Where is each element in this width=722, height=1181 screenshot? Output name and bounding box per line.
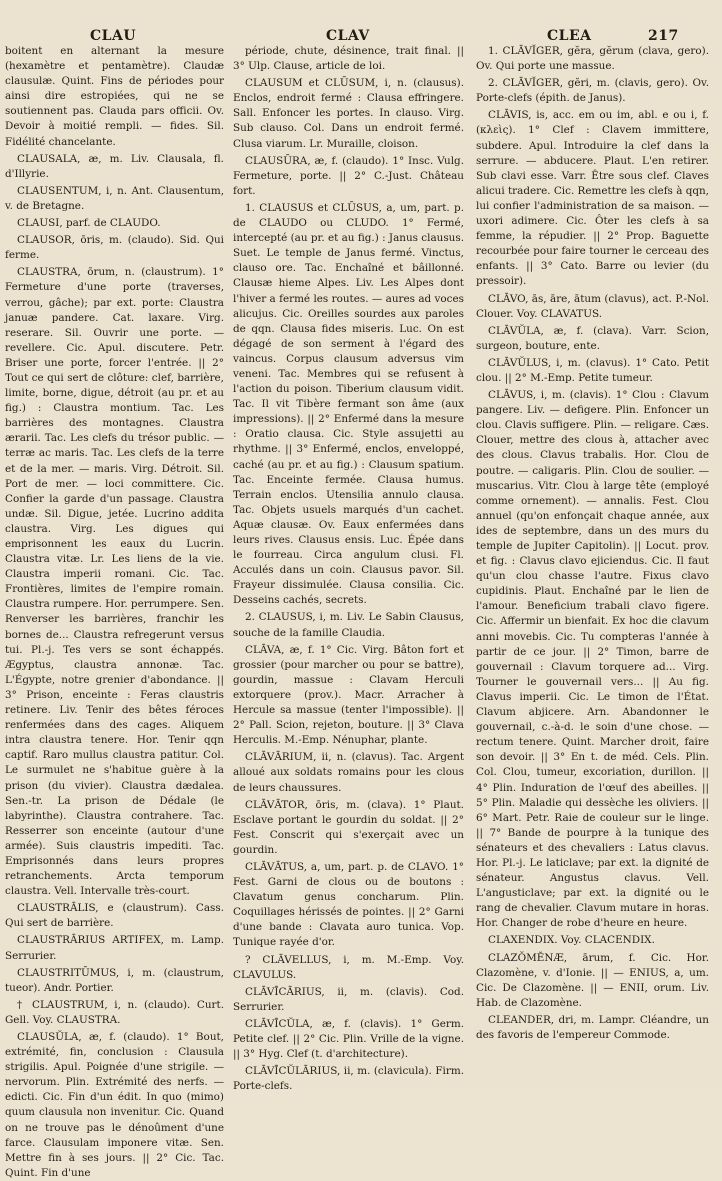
column-right (476, 44, 709, 1080)
dictionary-entry: CLĀVUS, i, m. (clavis). 1° Clou : Clavum pangere. Liv. — defigere. Plin. Enfoncer un clou. Clavis suffigere. Plin. — religare. Cæs. Clouer, mettre des clous à, attacher avec des clous. Clavus trabalis. Hor. Clou de poutre. — caligaris. Plin. Clou de soulier. — muscarius. Vitr. Clou à large tête (employé comme ornement). — annalis. Fest. Clou annuel (qu'on enfonçait chaque année, aux ides de septembre, dans un des murs du temple de Jupiter Capitolin). || Locut. prov. et fig. : Clavus clavo ejiciendus. Cic. Il faut qu'un clou chasse l'autre. Fixus clavo cupidinis. Plaut. Enchaîné par le lien de l'amour. Beneficium trabali clavo figere. Cic. Affermir un bienfait. Ex hoc die clavum anni movebis. Cic. Tu compteras l'année à partir de ce jour. || 2° Timon, barre de gouvernail : Clavum torquere ad... Virg. Tourner le gouvernail vers... || Au fig. Clavus imperii. Cic. Le timon de l'État. Clavum abjicere. Arn. Abandonner le gouvernail, c.-à-d. le soin d'une chose. — rectum tenere. Quint. Marcher droit, faire son devoir. || 3° En t. de méd. Cels. Plin. Col. Clou, tumeur, excoriation, durillon. || 4° Plin. Induration de l'œuf des abeilles. || 5° Plin. Maladie qui dessèche les oliviers. || 6° Mart. Petr. Raie de couleur sur le linge. || 7° Bande de pourpre à la tunique des sénateurs et des chevaliers : Latus clavus. Hor. Pl.-j. Le laticlave; par ext. la dignité de sénateur. Angustus clavus. Vell. L'angusticlave; par ext. la dignité ou le rang de chevalier. Clavum mutare in horas. Hor. Changer de robe d'heure en heure. (476, 389, 709, 930)
dictionary-entry: CLAUSENTUM, i, n. Ant. Clausentum, v. de Bretagne. (5, 184, 224, 212)
dictionary-entry: CLEANDER, dri, m. Lampr. Cléandre, un des favoris de l'empereur Commode. (476, 1013, 709, 1041)
dictionary-entry: CLĀVŬLUS, i, m. (clavus). 1° Cato. Petit clou. || 2° M.-Emp. Petite tumeur. (476, 356, 709, 384)
dictionary-entry: CLAUSTRITŪMUS, i, m. (claustrum, tueor). Andr. Portier. (5, 966, 224, 994)
dictionary-entry: CLĀVA, æ, f. 1° Cic. Virg. Bâton fort et grossier (pour marcher ou pour se battre), gourdin, massue : Clavam Herculi extorquere (prov.). Macr. Arracher à Hercule sa massue (tenter l'impossible). || 2° Pall. Scion, rejeton, bouture. || 3° Clava Herculis. M.-Emp. Nénuphar, plante. (233, 643, 464, 747)
page-number: 217 (648, 28, 679, 44)
dictionary-entry: CLAUSUM et CLŪSUM, i, n. (clausus). Enclos, endroit fermé : Clausa effringere. Sall. Enfoncer les portes. In clauso. Virg. Sub clauso. Col. Dans un endroit fermé. Clusa viarum. Lr. Muraille, cloison. (233, 77, 464, 150)
dictionary-entry: 1. CLAUSUS et CLŪSUS, a, um, part. p. de CLAUDO ou CLUDO. 1° Fermé, intercepté (au pr. et au fig.) : Janus clausus. Suet. Le temple de Janus fermé. Vinctus, clauso ore. Tac. Enchaîné et bâillonné. Clausæ hieme Alpes. Liv. Les Alpes dont l'hiver a fermé les routes. — aures ad voces alicujus. Cic. Oreilles sourdes aux paroles de qqn. Clausa fides miseris. Luc. On est dégagé de son serment à l'égard des vaincus. Corpus clausum adversus vim veneni. Tac. Membres qui se refusent à l'action du poison. Tiberium clausum vidit. Tac. Il vit Tibère fermant son âme (aux impressions). || 2° Enfermé dans la mesure : Oratio clausa. Cic. Style assujetti au rhythme. || 3° Enfermé, enclos, enveloppé, caché (au pr. et au fig.) : Clausum spatium. Tac. Enceinte fermée. Clausa humus. Terrain enclos. Utensilia annulo clausa. Tac. Objets usuels marqués d'un cachet. Aquæ clausæ. Ov. Eaux enfermées dans leurs rives. Clausus ensis. Luc. Épée dans le fourreau. Circa angulum clusi. Fl. Acculés dans un coin. Clausus pavor. Sil. Frayeur dissimulée. Clausa consilia. Cic. Desseins cachés, secrets. (233, 201, 464, 607)
header-right-word: CLEA (547, 28, 592, 44)
header-left-word: CLAU (90, 28, 137, 44)
dictionary-entry: CLAUSTRĀLIS, e (claustrum). Cass. Qui sert de barrière. (5, 902, 224, 930)
dictionary-entry: CLAZŎMĔNÆ, ārum, f. Cic. Hor. Clazomène, v. d'Ionie. || — ENIUS, a, um. Cic. De Clazomène. || — ENII, orum. Liv. Hab. de Clazomène. (476, 951, 709, 1009)
dictionary-entry: CLĀVĪCĀRIUS, ii, m. (clavis). Cod. Serrurier. (233, 985, 464, 1013)
dictionary-entry: CLAUSTRĀRIUS ARTIFEX, m. Lamp. Serrurier. (5, 934, 224, 962)
dictionary-entry: 1. CLĀVĬGER, gĕra, gĕrum (clava, gero). Ov. Qui porte une massue. (476, 45, 709, 73)
dictionary-entry: CLĀVĪCŬLA, æ, f. (clavis). 1° Germ. Petite clef. || 2° Cic. Plin. Vrille de la vigne. || 3° Hyg. Clef (t. d'architecture). (233, 1017, 464, 1061)
running-header (0, 0, 722, 44)
dictionary-entry: CLAUSTRA, ōrum, n. (claustrum). 1° Fermeture d'une porte (traverses, verrou, gâche); par ext. porte: Claustra januæ pandere. Cat. laxare. Virg. reserare. Sil. Ouvrir une porte. — revellere. Cic. Apul. discutere. Petr. Briser une porte, forcer l'entrée. || 2° Tout ce qui sert de clôture: clef, barrière, limite, borne, digue, détroit (au pr. et au fig.) : Claustra montium. Tac. Les barrières des montagnes. Claustra ærarii. Tac. Les clefs du trésor public. — terræ ac maris. Tac. Les clefs de la terre et de la mer. — maris. Virg. Détroit. Sil. Port de mer. — loci committere. Cic. Confier la garde d'un passage. Claustra undæ. Sil. Digue, jetée. Lucrino addita claustra. Virg. Les digues qui emprisonnent les eaux du Lucrin. Claustra vitæ. Lr. Les liens de la vie. Claustra imperii romani. Cic. Tac. Frontières, limites de l'empire romain. Claustra rumpere. Hor. perrumpere. Sen. Renverser les barrières, franchir les bornes de... Claustra refregerunt versus tui. Pl.-j. Tes vers se sont échappés. Ægyptus, claustra annonæ. Tac. L'Égypte, notre grenier d'abondance. || 3° Prison, enceinte : Feras claustris retinere. Liv. Tenir des bêtes féroces renfermées dans des cages. Aliquem intra claustra tenere. Hor. Tenir qqn captif. Raro mullus claustra patitur. Col. Le surmulet ne s'habitue guère à la prison (du vivier). Claustra dædalea. Sen.-tr. La prison de Dédale (le labyrinthe). Claustra contrahere. Tac. Resserrer son enceinte (autour d'une armée). Suis claustris impediti. Tac. Emprisonnés dans leurs propres retranchements. Arcta temporum claustra. Vell. Intervalle très-court. (5, 266, 224, 898)
dictionary-entry: CLĀVĀTOR, ōris, m. (clava). 1° Plaut. Esclave portant le gourdin du soldat. || 2° Fest. Conscrit qui s'exerçait avec un gourdin. (233, 798, 464, 856)
header-center-word: CLAV (326, 28, 370, 44)
dictionary-entry: CLĀVŬLA, æ, f. (clava). Varr. Scion, surgeon, bouture, ente. (476, 324, 709, 352)
dictionary-entry: 2. CLAUSUS, i, m. Liv. Le Sabin Clausus, souche de la famille Claudia. (233, 611, 464, 639)
dictionary-entry: 2. CLĀVĬGER, gĕri, m. (clavis, gero). Ov. Porte-clefs (épith. de Janus). (476, 77, 709, 105)
dictionary-entry: CLĀVĪCŬLĀRIUS, ii, m. (clavicula). Firm. Porte-clefs. (233, 1065, 464, 1093)
dictionary-entry: CLAUSŬLA, æ, f. (claudo). 1° Bout, extrémité, fin, conclusion : Clausula strigilis. Apul. Poignée d'une strigile. — nervorum. Plin. Extrémité des nerfs. — edicti. Cic. Fin d'un édit. In quo (mimo) quum clausula non invenitur. Cic. Quand on ne trouve pas le dénoûment d'une farce. Clausulam imponere vitæ. Sen. Mettre fin à ses jours. || 2° Cic. Tac. Quint. Fin d'une (5, 1031, 224, 1179)
column-middle (233, 44, 464, 1093)
dictionary-entry: boitent en alternant la mesure (hexamètre et pentamètre). Claudæ clausulæ. Quint. Fins de périodes pour ainsi dire estropiées, qui ne se soutiennent pas. Clauda pars officii. Ov. Devoir à moitié rempli. — fides. Sil. Fidélité chancelante. (5, 45, 224, 148)
dictionary-entry: CLAUSŪRA, æ, f. (claudo). 1° Insc. Vulg. Fermeture, porte. || 2° C.-Just. Château fort. (233, 154, 464, 197)
dictionary-entry: période, chute, désinence, trait final. || 3° Ulp. Clause, article de loi. (233, 45, 464, 73)
dictionary-entry: CLAUSALA, æ, m. Liv. Clausala, fl. d'Illyrie. (5, 152, 224, 180)
dictionary-entry: CLAXENDIX. Voy. CLACENDIX. (488, 934, 655, 947)
dictionary-entry: † CLAUSTRUM, i, n. (claudo). Curt. Gell. Voy. CLAUSTRA. (5, 998, 224, 1026)
dictionary-entry: CLĀVIS, is, acc. em ou im, abl. e ou i, f. (κλεὶς). 1° Clef : Clavem immittere, subdere. Apul. Introduire la clef dans la serrure. — abducere. Plaut. L'en retirer. Sub clavi esse. Varr. Être sous clef. Claves alicui tradere. Cic. Remettre les clefs à qqn, lui confier l'administration de sa maison. — uxori adimere. Cic. Ôter les clefs à sa femme, la répudier. || 2° Prop. Baguette recourbée pour faire tourner le cerceau des enfants. || 3° Cato. Barre ou levier (du pressoir). (476, 109, 709, 288)
column-left (5, 44, 224, 1179)
dictionary-entry: CLĀVĀTUS, a, um, part. p. de CLAVO. 1° Fest. Garni de clous ou de boutons : Clavatum genus concharum. Plin. Coquillages hérissés de pointes. || 2° Garni d'une bande : Clavata auro tunica. Vop. Tunique rayée d'or. (233, 860, 464, 949)
dictionary-entry: ? CLĀVELLUS, i, m. M.-Emp. Voy. CLAVULUS. (233, 953, 464, 981)
dictionary-entry: CLĀVĀRIUM, ii, n. (clavus). Tac. Argent alloué aux soldats romains pour les clous de leurs chaussures. (233, 751, 464, 794)
dictionary-entry: CLĀVO, ās, āre, ātum (clavus), act. P.-Nol. Clouer. Voy. CLAVATUS. (476, 292, 709, 320)
dictionary-entry: CLAUSI, parf. de CLAUDO. (17, 217, 161, 230)
dictionary-entry: CLAUSOR, ōris, m. (claudo). Sid. Qui ferme. (5, 234, 224, 262)
